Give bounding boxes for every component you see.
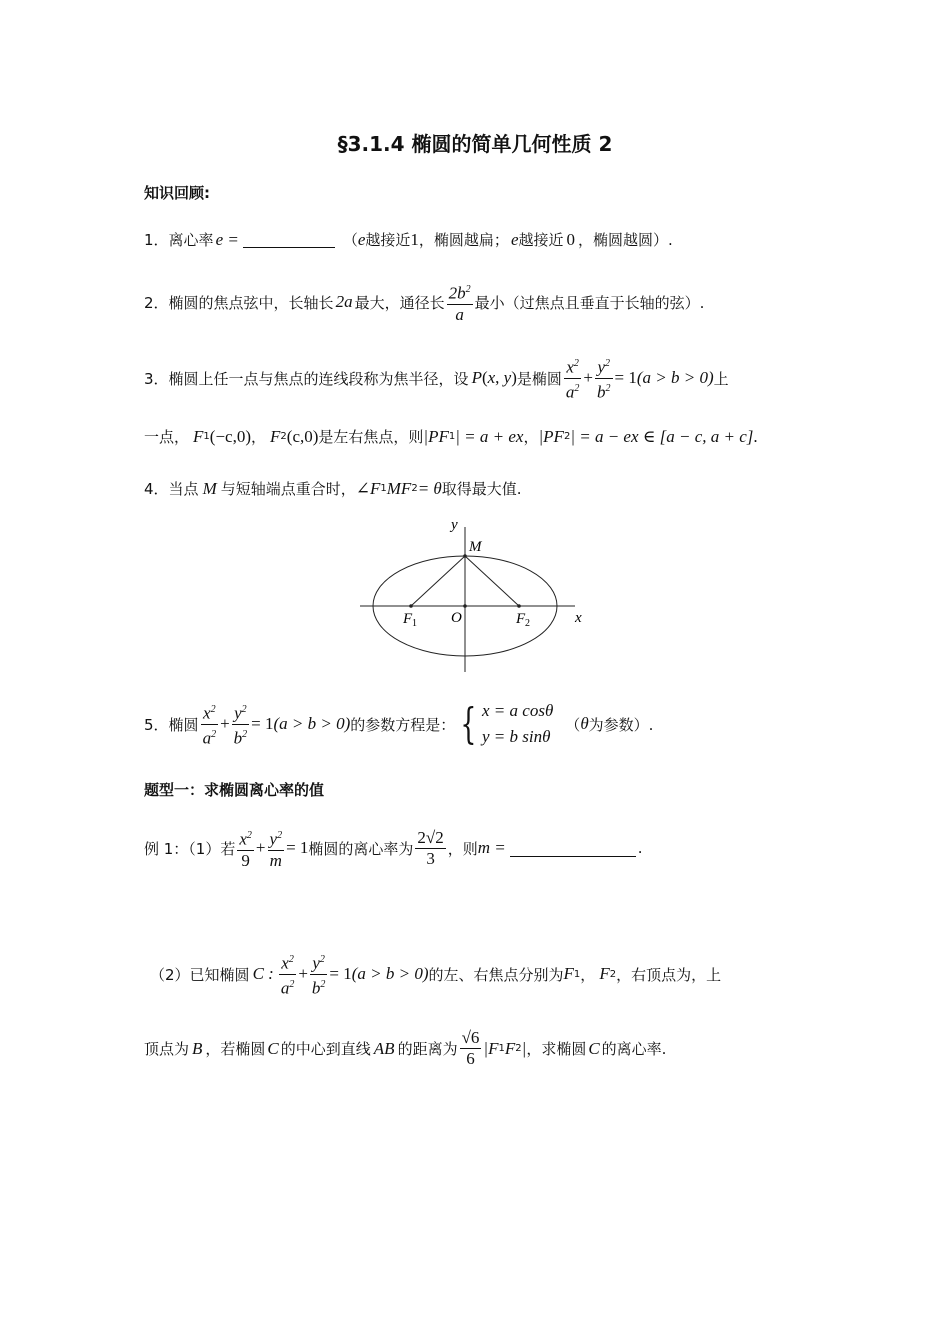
exponent: 2 bbox=[241, 703, 247, 715]
math-F: F bbox=[270, 426, 281, 446]
example-text: 椭圆的离心率为 bbox=[308, 839, 414, 858]
item-text: ，椭圆越扁； bbox=[418, 231, 509, 249]
math-F2-point: (c,0) bbox=[286, 426, 319, 446]
math-m-eq: m = bbox=[477, 838, 506, 858]
subscript: 1 bbox=[448, 431, 456, 442]
parametric-system bbox=[482, 698, 553, 750]
item-text: ， bbox=[523, 428, 539, 446]
math-F: F bbox=[504, 1038, 516, 1058]
exponent: 2 bbox=[277, 830, 283, 841]
numerator: √6 bbox=[461, 1028, 480, 1047]
item-text: 椭圆上任一点与焦点的连线段称为焦半径，设 bbox=[168, 369, 469, 388]
example-text: ，若椭圆 bbox=[205, 1040, 266, 1058]
math-angle-mid: MF bbox=[386, 478, 412, 498]
exponent: 2 bbox=[242, 728, 248, 740]
math-2a: 2a bbox=[335, 292, 353, 312]
numerator: x bbox=[203, 703, 211, 723]
label-F1-sub: 1 bbox=[412, 618, 417, 629]
math-eq1: = 1 bbox=[251, 714, 274, 733]
item-text: 越接近 bbox=[518, 231, 564, 249]
example-text: ，右顶点为 bbox=[616, 965, 692, 984]
math-abs-open: |F bbox=[483, 1038, 499, 1058]
math-C: C bbox=[588, 1038, 600, 1058]
denominator: 6 bbox=[460, 1048, 482, 1069]
review-heading: 知识回顾: bbox=[144, 184, 210, 202]
subscript: 1 bbox=[380, 483, 387, 494]
exponent: 2 bbox=[320, 978, 326, 990]
item-text: 是椭圆 bbox=[516, 369, 562, 388]
math-PF2-range: | = a − ex ∈ [a − c, a + c] bbox=[570, 426, 754, 446]
label-F2-sub: 2 bbox=[525, 618, 530, 629]
numerator: 2√2 bbox=[417, 827, 444, 847]
exponent: 2 bbox=[465, 284, 471, 295]
fraction-y2-over-m bbox=[268, 826, 285, 871]
fraction-2b2-over-a bbox=[447, 280, 473, 325]
item-number: 3． bbox=[144, 369, 169, 388]
item-text: 取得最大值. bbox=[441, 480, 522, 498]
math-abs-close: | bbox=[521, 1038, 527, 1058]
math-condition: (a > b > 0) bbox=[273, 714, 351, 733]
point-F2 bbox=[517, 604, 521, 608]
math-condition: (a > b > 0) bbox=[636, 368, 714, 388]
item-text: 为参数）. bbox=[588, 715, 654, 734]
math-one: 1 bbox=[410, 229, 419, 249]
exponent: 2 bbox=[246, 830, 252, 841]
type1-heading: 题型一：求椭圆离心率的值 bbox=[144, 781, 325, 799]
denominator: a bbox=[202, 728, 212, 748]
point-O bbox=[463, 604, 467, 608]
denominator: 3 bbox=[415, 848, 445, 869]
exponent: 2 bbox=[573, 358, 579, 369]
point-M bbox=[463, 554, 467, 558]
label-M: M bbox=[469, 539, 482, 555]
denominator: m bbox=[268, 850, 285, 871]
exponent: 2 bbox=[289, 978, 295, 990]
item-text: 上 bbox=[713, 369, 729, 388]
exponent: 2 bbox=[211, 728, 217, 740]
math-C: C bbox=[267, 1038, 279, 1058]
item-text: 最小（过焦点且垂直于长轴的弦）. bbox=[474, 293, 705, 312]
math-PF: |PF bbox=[423, 426, 449, 446]
example-text: ，上 bbox=[691, 965, 722, 984]
fraction-y2-over-b2: $\frac{y^2}{b^2}$ bbox=[311, 953, 326, 998]
math-eq1: = 1 bbox=[329, 964, 352, 984]
item-text: ，椭圆越圆）. bbox=[578, 231, 673, 249]
item-5: 5． 椭圆 $\frac{x^2}{a^2}$ + $\frac{y^2}{b^2}$ = 1 (a > b > 0) 的参数方程是： { x = a cosθ y = b sinθ （ θ 为参数）. bbox=[144, 699, 654, 748]
answer-blank[interactable] bbox=[243, 231, 335, 248]
parametric-y: y = b sinθ bbox=[482, 727, 551, 746]
math-PF: |PF bbox=[538, 426, 564, 446]
math-e-eq: e = bbox=[215, 229, 239, 249]
subscript: 2 bbox=[280, 431, 287, 442]
item-text: 一点， bbox=[144, 428, 190, 446]
fraction-x2-over-9 bbox=[237, 826, 254, 871]
math-C-colon: C : bbox=[252, 964, 274, 984]
subscript: 2 bbox=[609, 968, 617, 980]
math-angle-theta: = θ bbox=[417, 478, 442, 498]
subscript: 1 bbox=[498, 1043, 505, 1054]
page-title: §3.1.4 椭圆的简单几何性质 2 bbox=[337, 132, 613, 156]
numerator: y bbox=[597, 357, 606, 377]
fraction-2sqrt2-over-3 bbox=[415, 828, 445, 869]
math-y: y bbox=[503, 368, 512, 388]
example-text: ，求椭圆 bbox=[526, 1040, 587, 1058]
example-text: ，则 bbox=[447, 839, 478, 858]
exponent: 2 bbox=[574, 382, 580, 394]
item-3-cont: 一点， F 1 (−c,0) ， F 2 (c,0) 是左右焦点，则 |PF 1 | = a + ex ， |PF 2 | = a − ex ∈ [a − c, a + c] . bbox=[144, 426, 758, 446]
exponent: 2 bbox=[288, 954, 294, 965]
math-eq1: = 1 bbox=[614, 368, 637, 388]
subscript: 2 bbox=[563, 431, 571, 442]
fraction-x2-over-a2 bbox=[279, 950, 297, 998]
subscript: 1 bbox=[203, 431, 210, 442]
item-text: 最大，通径长 bbox=[354, 293, 445, 312]
item-4 bbox=[144, 478, 522, 499]
label-x: x bbox=[575, 610, 582, 626]
item-text: 的参数方程是： bbox=[350, 715, 456, 734]
item-text: 当点 bbox=[168, 480, 199, 498]
point-F1 bbox=[409, 604, 413, 608]
fraction-y2-over-b2: $\frac{y^2}{b^2}$ bbox=[597, 357, 611, 402]
math-AB: AB bbox=[373, 1038, 395, 1058]
math-P: P bbox=[471, 368, 482, 388]
item-3: 3． 椭圆上任一点与焦点的连线段称为焦半径，设 P ( x , y ) 是椭圆 $\frac{x^2}{a^2}$ + $\frac{y^2}{b^2}$ = 1 (a > b > 0) 上 bbox=[144, 354, 729, 402]
denominator: a bbox=[447, 304, 473, 325]
exponent: 2 bbox=[605, 382, 611, 394]
example-1: 例 1：（1） 若 $\frac{x^2}{9}$ + $\frac{y^2}{m}$ = 1 椭圆的离心率为 $\frac{2√2}{3}$ ，则 m = . bbox=[144, 827, 643, 870]
math-F: F bbox=[563, 964, 574, 984]
item-number: 4． bbox=[144, 480, 169, 498]
item-text: 椭圆 bbox=[168, 715, 199, 734]
example-text: 的中心到直线 bbox=[280, 1040, 371, 1058]
segment-F2M bbox=[465, 556, 519, 606]
subscript: 2 bbox=[411, 483, 418, 494]
example-text: 若 bbox=[220, 839, 236, 858]
item-number: 1． bbox=[144, 231, 169, 249]
math-angle: ∠F bbox=[355, 478, 381, 498]
math-e: e bbox=[510, 229, 519, 249]
fraction-x2-over-a2 bbox=[201, 700, 219, 748]
math-PF1-value: | = a + ex bbox=[455, 426, 524, 446]
example-text: 顶点为 bbox=[144, 1040, 190, 1058]
numerator: y bbox=[312, 953, 320, 973]
example-text: ， bbox=[580, 965, 596, 984]
item-text: ， bbox=[251, 428, 267, 446]
subscript: 2 bbox=[515, 1043, 522, 1054]
numerator: y bbox=[269, 829, 278, 849]
math-zero: 0 bbox=[566, 229, 575, 249]
brace-icon: { bbox=[460, 699, 477, 748]
item-2 bbox=[144, 280, 704, 325]
label-O: O bbox=[451, 610, 462, 626]
item-number: 2． bbox=[144, 293, 169, 312]
numerator: y bbox=[234, 703, 242, 723]
item-text: 与短轴端点重合时， bbox=[220, 480, 356, 498]
fraction-y2-over-b2: $\frac{y^2}{b^2}$ bbox=[233, 703, 248, 748]
denominator: 9 bbox=[237, 850, 254, 871]
example-text: . bbox=[637, 839, 643, 858]
item-text: 椭圆的焦点弦中，长轴长 bbox=[168, 293, 334, 312]
example-text: 的距离为 bbox=[397, 1040, 458, 1058]
item-text: （ bbox=[565, 715, 581, 734]
example-text: 已知椭圆 bbox=[189, 965, 250, 984]
numerator: 2b bbox=[448, 283, 466, 303]
item-number: 5． bbox=[144, 715, 169, 734]
denominator: a bbox=[565, 382, 575, 402]
math-e: e bbox=[357, 229, 366, 249]
item-text: 是左右焦点，则 bbox=[318, 428, 424, 446]
item-text: 越接近 bbox=[365, 231, 411, 249]
ellipse-figure bbox=[355, 512, 595, 677]
math-theta: θ bbox=[580, 714, 589, 733]
example-2-cont bbox=[144, 1028, 666, 1069]
label-F2: F bbox=[516, 611, 526, 627]
math-B: B bbox=[192, 1038, 203, 1058]
parametric-x: x = a cosθ bbox=[482, 701, 554, 720]
answer-blank[interactable] bbox=[510, 840, 636, 857]
numerator: x bbox=[239, 829, 247, 849]
math-condition: (a > b > 0) bbox=[351, 964, 429, 984]
label-y: y bbox=[451, 517, 458, 533]
item-1 bbox=[144, 229, 673, 250]
exponent: 2 bbox=[605, 358, 611, 369]
label-F1: F bbox=[403, 611, 413, 627]
example-text: 的离心率. bbox=[601, 1040, 667, 1058]
math-F: F bbox=[599, 964, 610, 984]
fraction-sqrt6-over-6 bbox=[460, 1028, 482, 1069]
math-F1-point: (−c,0) bbox=[209, 426, 251, 446]
math-eq1: = 1 bbox=[286, 838, 309, 858]
math-x: x bbox=[487, 368, 496, 388]
example-label: （2） bbox=[150, 965, 190, 984]
item-text: （ bbox=[342, 231, 358, 249]
example-2: （2） 已知椭圆 C : $\frac{x^2}{a^2}$ + $\frac{y^2}{b^2}$ = 1 (a > b > 0) 的左、右焦点分别为 F 1 ， F 2 ，右顶点为 ，上 bbox=[150, 950, 721, 998]
segment-F1M bbox=[411, 556, 465, 606]
math-M: M bbox=[202, 478, 217, 498]
numerator: x bbox=[281, 953, 289, 973]
denominator: a bbox=[280, 978, 290, 998]
exponent: 2 bbox=[319, 954, 325, 965]
exponent: 2 bbox=[210, 703, 216, 715]
example-label: 例 1：（1） bbox=[144, 839, 221, 858]
item-text: 离心率 bbox=[168, 231, 214, 249]
numerator: x bbox=[566, 357, 574, 377]
subscript: 1 bbox=[573, 968, 581, 980]
math-F: F bbox=[193, 426, 204, 446]
fraction-x2-over-a2 bbox=[564, 354, 582, 402]
example-text: 的左、右焦点分别为 bbox=[428, 965, 564, 984]
